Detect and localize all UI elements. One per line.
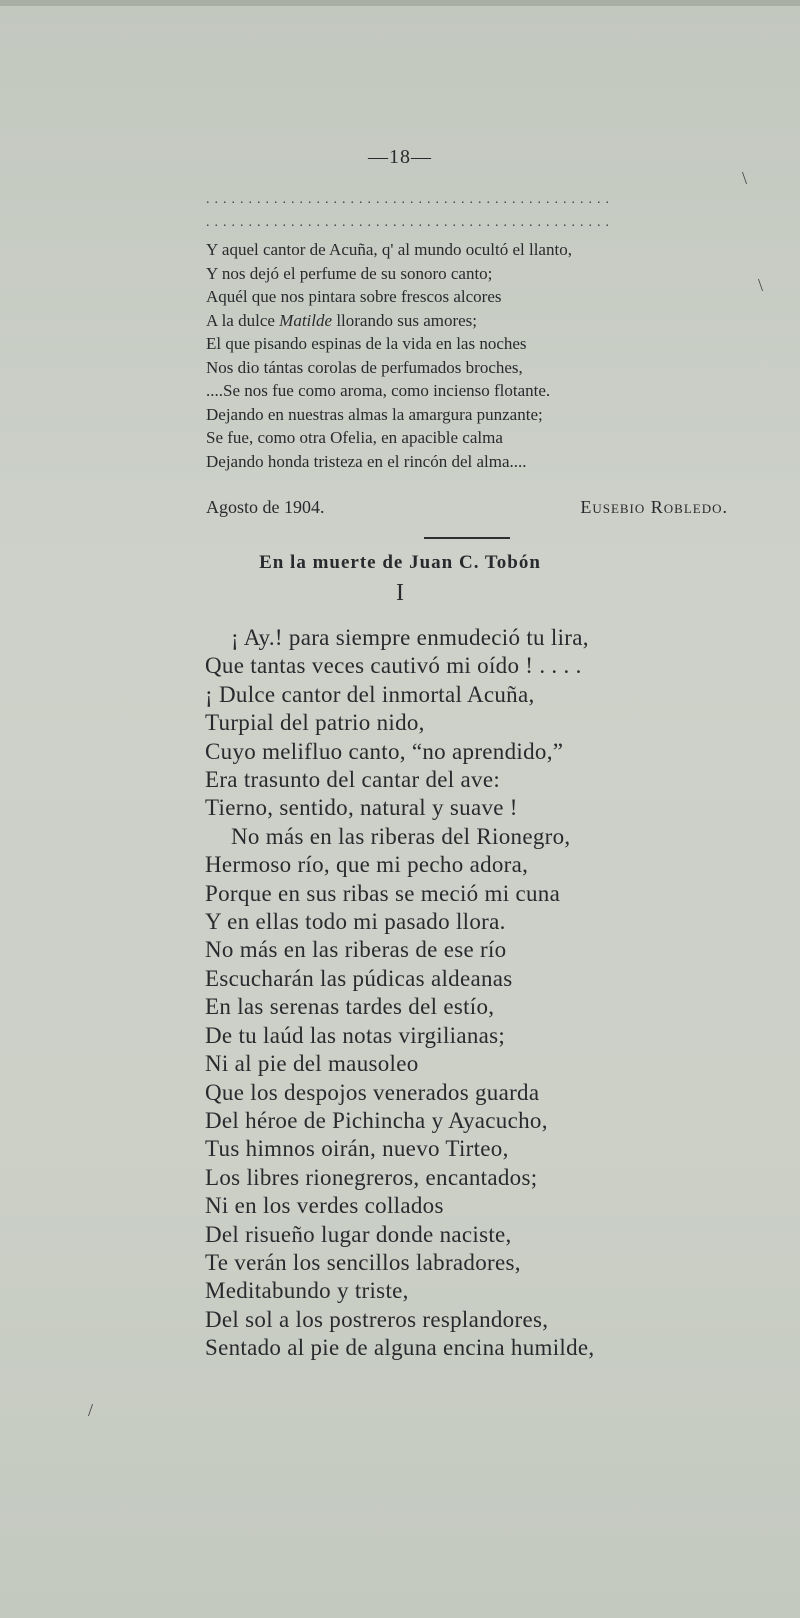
poem-line: Del risueño lugar donde naciste, [205,1221,512,1247]
poem-line: Escucharán las púdicas aldeanas [205,965,513,991]
poem-line [206,403,746,427]
line-text: El que pisando espinas de la vida en las noches [206,334,527,353]
poem-line: ¡ Ay.! para siempre enmudeció tu lira, [231,625,589,650]
poem-line: Meditabundo y triste, [205,1278,409,1304]
line-text: Y nos dejó el perfume de su sonoro canto; [206,263,493,283]
page-top-edge [0,0,800,6]
poem-line: No más en las riberas del Rionegro, [231,823,571,849]
margin-mark: \ [758,275,764,295]
poem-line: Porque en sus ribas se meció mi cuna [205,880,561,906]
margin-mark: \ [742,168,748,188]
line-text: Se fue, como otra Ofelia, en apacible calma [206,428,503,447]
poem-line: Turpial del patrio nido, [205,710,425,736]
margin-mark: / [88,1400,94,1420]
poem-line: Del héroe de Pichincha y Ayacucho, [205,1107,548,1133]
line-text: Dejando en nuestras almas la amargura punzante; [206,404,543,424]
poem-line: En las serenas tardes del estío, [205,994,495,1020]
line-text: Aquél que nos pintara sobre frescos alcores [206,287,502,306]
line-text: Y aquel cantor de Acuña, q' al mundo ocultó el llanto, [206,240,572,259]
poem-line: Sentado al pie de alguna encina humilde, [205,1335,595,1361]
poem-line: Tierno, sentido, natural y suave ! [205,795,518,821]
poem-line: Los libres rionegreros, encantados; [205,1164,538,1190]
poem-author: Eusebio Robledo. [580,497,728,517]
previous-poem-stanza [206,238,746,473]
poem-line [206,238,746,262]
poem-date: Agosto de 1904. [206,497,325,517]
poem-line: ¡ Dulce cantor del inmortal Acuña, [205,681,535,707]
poem-line: Hermoso río, que mi pecho adora, [205,852,529,878]
page-number: —18— [368,146,432,168]
poem-line [206,450,746,474]
poem-line: De tu laúd las notas virgilianas; [205,1022,506,1048]
ellipsis-row: ................................................ [206,192,614,207]
poem-line: Ni en los verdes collados [205,1193,444,1219]
poem-line: Tus himnos oirán, nuevo Tirteo, [205,1136,509,1162]
poem-line: Y en ellas todo mi pasado llora. [205,909,506,935]
poem-line: Ni al pie del mausoleo [205,1051,419,1077]
poem-line: No más en las riberas de ese río [205,937,507,963]
poem-line [206,332,746,356]
poem-line [206,262,746,286]
poem-section-number: I [396,580,404,606]
poem-line: Que tantas veces cautivó mi oído ! . . . . [205,653,582,679]
poem-line [206,426,746,450]
line-text: A la dulce [206,310,280,330]
italic-text: Matilde [279,310,333,330]
section-divider [424,537,510,539]
poem-body [205,624,765,1363]
line-text: Dejando honda tristeza en el rincón del alma.... [206,451,527,471]
poem-line: Era trasunto del cantar del ave: [205,767,501,793]
poem-line: Te verán los sencillos labradores, [205,1249,521,1275]
poem-line [206,285,746,309]
poem-line [206,309,746,333]
poem-signature [206,497,728,518]
poem-line [206,356,746,380]
line-text: llorando sus amores; [332,310,478,330]
line-text: ....Se nos fue como aroma, como incienso flotante. [206,381,551,400]
poem-line: Que los despojos venerados guarda [205,1079,540,1105]
line-text: Nos dio tántas corolas de perfumados broches, [206,357,523,377]
poem-line: Del sol a los postreros resplandores, [205,1306,549,1332]
poem-line [206,379,746,403]
poem-title: En la muerte de Juan C. Tobón [259,552,541,573]
poem-line: Cuyo melifluo canto, “no aprendido,” [205,738,564,764]
ellipsis-row: ................................................ [206,215,614,230]
